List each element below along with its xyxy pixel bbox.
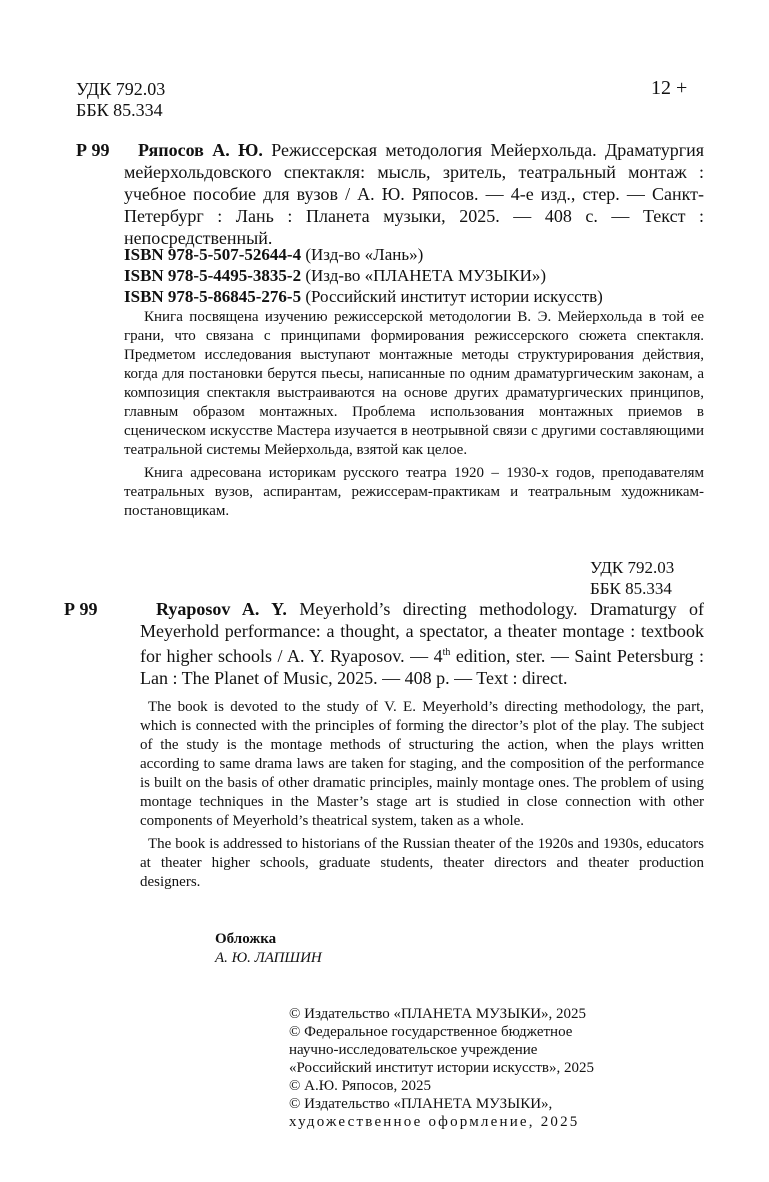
copyright-line: © Издательство «ПЛАНЕТА МУЗЫКИ»,: [289, 1096, 553, 1112]
en-code: Р 99: [64, 599, 98, 619]
isbn-line: [124, 286, 603, 307]
en-title-desc-2: edition, ster. — Saint Petersburg : Lan : The Planet of Music, 2025. — 408 p. — Text : direct.: [140, 646, 704, 688]
ru-bib-record: [124, 139, 704, 249]
en-abstract: [140, 698, 704, 892]
isbn-line: [124, 244, 603, 265]
isbn-number: ISBN 978-5-507-52644-4: [124, 245, 302, 264]
ru-bbk: ББК 85.334: [76, 100, 163, 120]
copyright-line: научно-исследовательское учреждение: [289, 1042, 538, 1058]
ru-title-desc: Режиссерская методология Мейерхольда. Драматургия мейерхольдовского спектакля: мысль, зритель, театральный монтаж : учебное пособие для вузов / А. Ю. Ряпосов. — 4-е изд., стер. — Санкт-Петербург : Лань : Планета музыки, 2025. — 408 с. — Текст : непосредственный.: [124, 140, 705, 248]
isbn-publisher: (Российский институт истории искусств): [301, 287, 603, 306]
ru-udk: УДК 792.03: [76, 79, 166, 99]
en-author: Ryaposov A. Y.: [156, 599, 287, 619]
isbn-publisher: (Изд-во «ПЛАНЕТА МУЗЫКИ»): [301, 266, 547, 285]
isbn-publisher: (Изд-во «Лань»): [301, 245, 424, 264]
cover-label: Обложка: [215, 931, 277, 947]
cover-credit: [215, 930, 322, 968]
isbn-number: ISBN 978-5-4495-3835-2: [124, 266, 302, 285]
isbn-number: ISBN 978-5-86845-276-5: [124, 287, 302, 306]
ru-abstract-p2: Книга адресована историкам русского театра 1920 – 1930-х годов, преподавателям театральных вузов, аспирантам, режиссерам-практикам и театральным художникам-постановщикам.: [124, 465, 704, 519]
copyright-line: © А.Ю. Ряпосов, 2025: [289, 1078, 431, 1094]
copyright-line: © Издательство «ПЛАНЕТА МУЗЫКИ», 2025: [289, 1006, 587, 1022]
ru-author: Ряпосов А. Ю.: [138, 140, 263, 160]
en-bib-record: [140, 598, 704, 689]
en-abstract-p2: The book is addressed to historians of the Russian theater of the 1920s and 1930s, educators at theater higher schools, graduate students, theater directors and theater production designers.: [140, 836, 704, 890]
age-rating: 12 +: [651, 77, 688, 99]
en-abstract-p1: The book is devoted to the study of V. E. Meyerhold’s directing methodology, the part, which is connected with the principles of forming the director’s plot of the play. The subject of the study is the montage methods of structuring the action, when the plays written according to same drama laws are taken for staging, and the composition of the performance is built on the basis of other dramatic principles, mainly montage ones. The problem of using montage techniques in the Master’s stage art is studied in close connection with other components of Meyerhold’s theatrical system, taken as a whole.: [140, 699, 704, 829]
ru-code: Р 99: [76, 140, 110, 160]
ru-abstract-p1: Книга посвящена изучению режиссерской методологии В. Э. Мейерхольда в той ее грани, что связана с принципами формирования режиссерского сюжета спектакля. Предметом исследования выступают монтажные методы структурирования действия, когда для постановки берутся пьесы, написанные по одним драматургическим законам, а композиция спектакля выстраиваются на основе других драматургических принципов, главным образом монтажных. Проблема использования монтажных приемов в сценическом искусстве Мастера изучается в неотрывной связи с другими составляющими театральной системы Мейерхольда, взятой как целое.: [124, 309, 704, 458]
copyright-line: художественное оформление, 2025: [289, 1114, 580, 1130]
isbn-line: [124, 265, 603, 286]
copyright-line: © Федеральное государственное бюджетное: [289, 1024, 573, 1040]
copyright-block: [289, 1005, 594, 1131]
ru-abstract: [124, 308, 704, 521]
cover-artist: А. Ю. ЛАПШИН: [215, 950, 322, 966]
isbn-list: [124, 244, 603, 307]
en-title-desc-1: Meyerhold’s directing methodology. Dramaturgy of Meyerhold performance: a thought, a spectator, a theater montage : textbook for higher schools / A. Y. Ryaposov. — 4: [140, 599, 705, 666]
en-edition-sup: th: [442, 647, 451, 658]
en-bbk: ББК 85.334: [590, 579, 672, 598]
copyright-line: «Российский институт истории искусств», 2025: [289, 1060, 594, 1076]
en-udk: УДК 792.03: [590, 558, 675, 577]
